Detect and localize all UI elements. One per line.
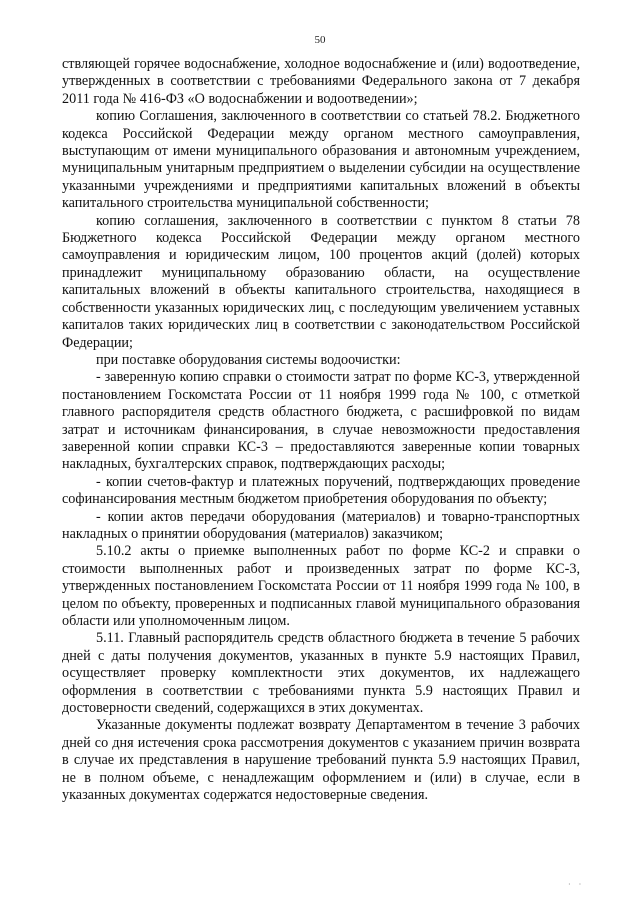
scan-mark: · · <box>568 880 585 889</box>
page-number: 50 <box>314 34 326 46</box>
paragraph-ks3-copy: - заверенную копию справки о стоимости затрат по форме КС-3, утвержденной постановлением Госкомстата России от 11 ноября 1999 года № 100, с отметкой главного распорядителя средств областного бюджета, с расшифровкой по видам затрат и источникам финансирования, в случае невозможности предоставления заверенной копии справки КС-3 – предоставляются заверенные копии товарных накладных, бухгалтерских справок, подтверждающих расходы; <box>62 369 580 473</box>
paragraph-agreement-78-2: копию Соглашения, заключенного в соответствии со статьей 78.2. Бюджетного кодекса Российской Федерации между органом местного самоуправления, выступающим от имени муниципального образования и автономным учреждением, муниципальным унитарным предприятием о выделении субсидии на осуществление указанными учреждениями и предприятиями капитальных вложений в объекты капитального строительства муниципальной собственности; <box>62 108 580 212</box>
paragraph-equipment-heading: при поставке оборудования системы водоочистки: <box>96 351 401 368</box>
paragraph-agreement-78-8: копию соглашения, заключенного в соответствии с пунктом 8 статьи 78 Бюджетного кодекса Российской Федерации между органом местного самоуправления и юридическим лицом, 100 процентов акций (долей) которых принадлежит муниципальному образованию области, на осуществление капитальных вложений в объекты капитального строительства, находящиеся в собственности указанных юридических лиц, с последующим увеличением уставных капиталов таких юридических лиц в соответствии с законодательством Российской Федерации; <box>62 212 580 351</box>
paragraph-invoices: - копии счетов-фактур и платежных поручений, подтверждающих проведение софинансирования местным бюджетом приобретения оборудования по объекту; <box>62 473 580 508</box>
paragraph-5-11: 5.11. Главный распорядитель средств областного бюджета в течение 5 рабочих дней с даты получения документов, указанных в пункте 5.9 настоящих Правил, осуществляет проверку комплектности этих документов, их надлежащего оформления в соответствии с требованиями пункта 5.9 настоящих Правил и достоверности сведений, содержащихся в этих документах. <box>62 630 580 717</box>
paragraph-transfer-acts: - копии актов передачи оборудования (материалов) и товарно-транспортных накладных о принятии оборудования (материалов) заказчиком; <box>62 508 580 542</box>
document-body <box>62 56 580 804</box>
paragraph-return-documents: Указанные документы подлежат возврату Департаментом в течение 3 рабочих дней со дня истечения срока рассмотрения документов с указанием причин возврата в случае их представления в нарушение требований пункта 5.9 настоящих Правил, не в полном объеме, с ненадлежащим оформлением и (или) в случае, если в указанных документах содержатся недостоверные сведения. <box>62 717 580 804</box>
paragraph-5-10-2: 5.10.2 акты о приемке выполненных работ по форме КС-2 и справки о стоимости выполненных работ и произведенных затрат по форме КС-3, утвержденных постановлением Госкомстата России от 11 ноября 1999 года № 100, в целом по объекту, проверенных и подписанных главой муниципального образования области или уполномоченным лицом. <box>62 543 580 629</box>
paragraph-continuation: ствляющей горячее водоснабжение, холодное водоснабжение и (или) водоотведение, утвержденных в соответствии с требованиями Федерального закона от 7 декабря 2011 года № 416-ФЗ «О водоснабжении и водоотведении»; <box>62 56 580 107</box>
